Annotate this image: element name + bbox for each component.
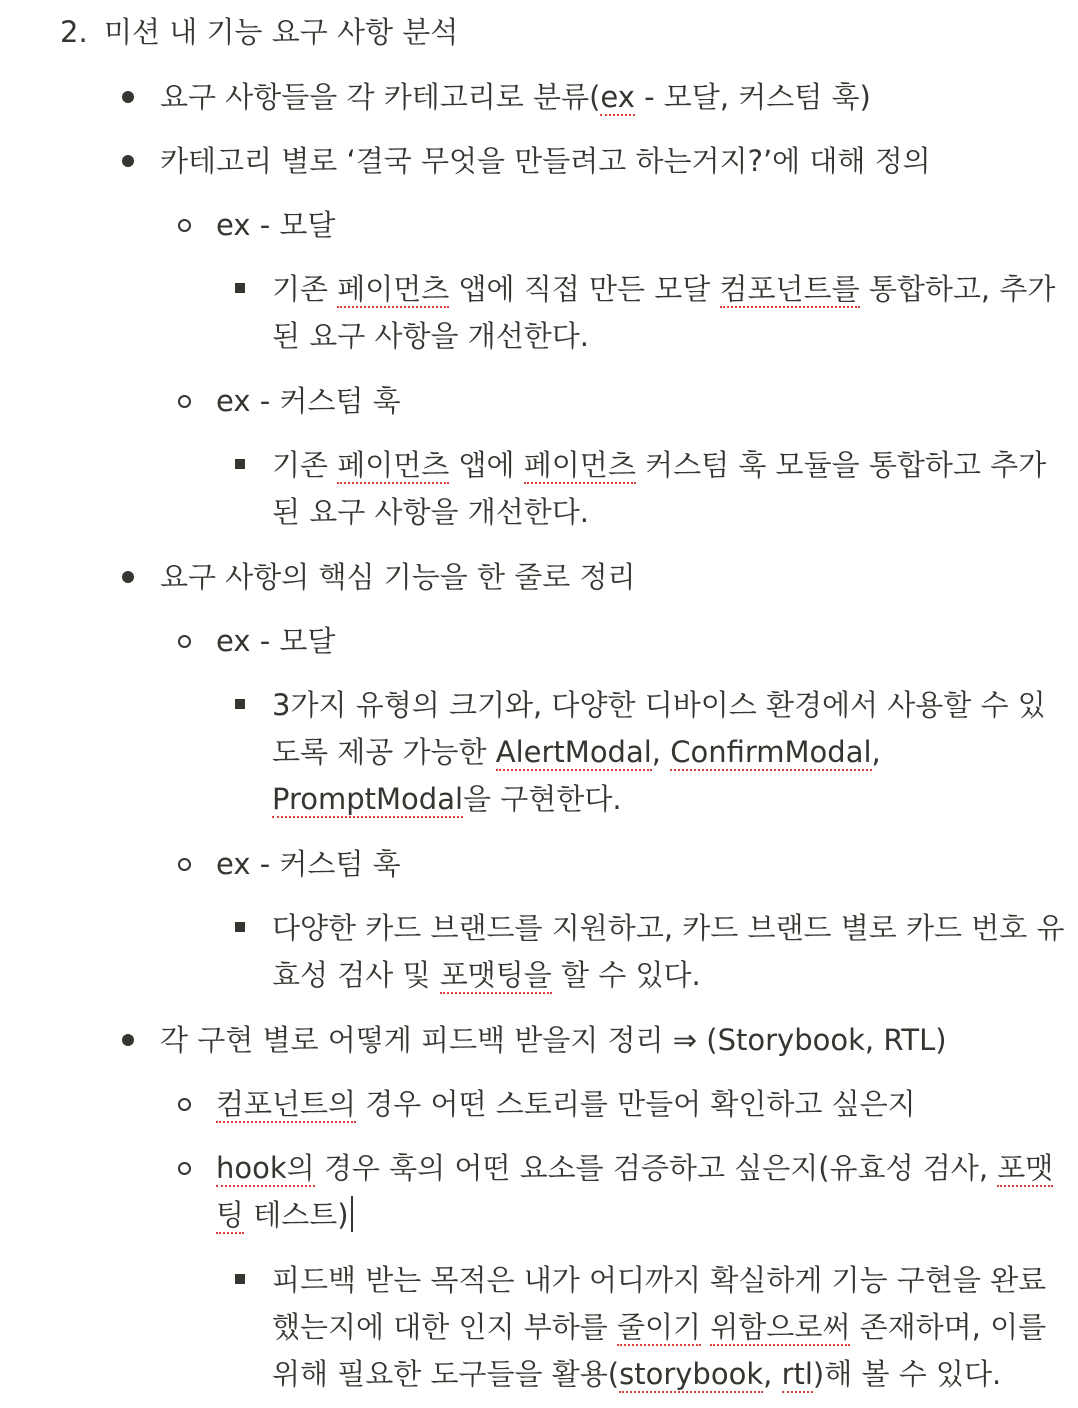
text-cursor (351, 1196, 353, 1232)
text-segment: , (871, 735, 881, 769)
text-segment: )해 볼 수 있다. (812, 1357, 1002, 1391)
sub-bullet-text[interactable]: ex - 커스텀 훅 (216, 384, 401, 418)
bullet-text[interactable]: 카테고리 별로 ‘결국 무엇을 만들려고 하는거지?’에 대해 정의 (160, 144, 931, 178)
bullet-circle-icon (178, 219, 191, 232)
text-segment: 경우 어떤 스토리를 만들어 확인하고 싶은지 (356, 1087, 916, 1121)
spellcheck-word: storybook (619, 1357, 764, 1391)
text-segment: 위해 필요한 도구들을 활용( (272, 1357, 620, 1391)
text-segment: 앱에 (449, 448, 524, 482)
spellcheck-word: 포맷팅을 (439, 958, 552, 992)
bullet-square-icon (235, 922, 245, 932)
sub-bullet-text[interactable]: ex - 커스텀 훅 (216, 847, 401, 881)
tertiary-text[interactable]: 다양한 카드 브랜드를 지원하고, 카드 브랜드 별로 카드 번호 유 (272, 911, 1065, 945)
spellcheck-word: 줄이기 (617, 1310, 702, 1344)
text-segment (701, 1310, 710, 1344)
bullet-disc-icon (122, 155, 134, 167)
spellcheck-word: 팅 (216, 1198, 245, 1232)
bullet-disc-icon (122, 91, 134, 103)
tertiary-text[interactable] (272, 441, 1046, 489)
bullet-text[interactable]: 요구 사항의 핵심 기능을 한 줄로 정리 (160, 560, 636, 594)
text-segment: , (763, 1357, 782, 1391)
tertiary-text-continued[interactable] (272, 1303, 1046, 1351)
bullet-circle-icon (178, 1162, 191, 1175)
spellcheck-word: 페이먼츠 (337, 272, 450, 306)
bullet-square-icon (235, 1274, 245, 1284)
text-segment: 효성 검사 및 (272, 958, 440, 992)
text-segment: 테스트) (244, 1198, 349, 1232)
bullet-square-icon (235, 283, 245, 293)
sub-bullet-text[interactable]: ex - 모달 (216, 208, 336, 242)
text-segment: 기존 (272, 272, 338, 306)
text-segment: 할 수 있다. (551, 958, 701, 992)
text-segment: - 모달, 커스텀 훅) (634, 80, 871, 114)
tertiary-text[interactable]: 3가지 유형의 크기와, 다양한 디바이스 환경에서 사용할 수 있 (272, 688, 1046, 722)
spellcheck-word: hook의 (216, 1151, 315, 1185)
text-segment: 기존 (272, 448, 338, 482)
tertiary-text-continued[interactable] (272, 1350, 1001, 1398)
sub-bullet-text[interactable]: ex - 모달 (216, 624, 336, 658)
bullet-circle-icon (178, 395, 191, 408)
tertiary-text[interactable]: 피드백 받는 목적은 내가 어디까지 확실하게 기능 구현을 완료 (272, 1263, 1047, 1297)
text-segment: 앱에 직접 만든 모달 (449, 272, 720, 306)
text-segment: 요구 사항들을 각 카테고리로 분류( (160, 80, 601, 114)
text-segment: , (651, 735, 671, 769)
tertiary-text-continued[interactable]: 된 요구 사항을 개선한다. (272, 495, 590, 529)
text-segment: 커스텀 훅 모듈을 통합하고 추가 (635, 448, 1047, 482)
bullet-square-icon (235, 699, 245, 709)
text-segment: 존재하며, 이를 (850, 1310, 1047, 1344)
section-title[interactable]: 미션 내 기능 요구 사항 분석 (104, 15, 459, 49)
text-segment: 경우 훅의 어떤 요소를 검증하고 싶은지(유효성 검사, (314, 1151, 998, 1185)
spellcheck-word: AlertModal (495, 735, 652, 769)
sub-bullet-text-continued[interactable] (216, 1191, 353, 1239)
spellcheck-word: rtl (781, 1357, 813, 1391)
bullet-circle-icon (178, 635, 191, 648)
text-segment: 했는지에 대한 인지 부하를 (272, 1310, 618, 1344)
list-number: 2. (60, 15, 88, 49)
spellcheck-word: 포맷 (997, 1151, 1054, 1185)
spellcheck-word: 위함으로써 (710, 1310, 851, 1344)
spellcheck-word: 페이먼츠 (337, 448, 450, 482)
spellcheck-word: ConfirmModal (670, 735, 872, 769)
spellcheck-word: PromptModal (272, 782, 464, 816)
sub-bullet-text[interactable] (216, 1080, 916, 1128)
bullet-square-icon (235, 459, 245, 469)
tertiary-text[interactable] (272, 265, 1055, 313)
bullet-text[interactable]: 각 구현 별로 어떻게 피드백 받을지 정리 ⇒ (Storybook, RTL) (160, 1023, 947, 1057)
spellcheck-word: 페이먼츠 (523, 448, 636, 482)
bullet-disc-icon (122, 1034, 134, 1046)
text-segment: 통합하고, 추가 (859, 272, 1056, 306)
tertiary-text-continued[interactable] (272, 775, 622, 823)
bullet-circle-icon (178, 858, 191, 871)
tertiary-text-continued[interactable] (272, 728, 881, 776)
tertiary-text-continued[interactable]: 된 요구 사항을 개선한다. (272, 319, 590, 353)
bullet-disc-icon (122, 571, 134, 583)
text-segment: 을 구현한다. (463, 782, 622, 816)
bullet-text[interactable] (160, 73, 871, 121)
spellcheck-word: ex (600, 80, 635, 114)
spellcheck-word: 컴포넌트의 (216, 1087, 357, 1121)
sub-bullet-text[interactable] (216, 1144, 1053, 1192)
spellcheck-word: 컴포넌트를 (719, 272, 860, 306)
text-segment: 도록 제공 가능한 (272, 735, 496, 769)
bullet-circle-icon (178, 1098, 191, 1111)
tertiary-text-continued[interactable] (272, 951, 701, 999)
